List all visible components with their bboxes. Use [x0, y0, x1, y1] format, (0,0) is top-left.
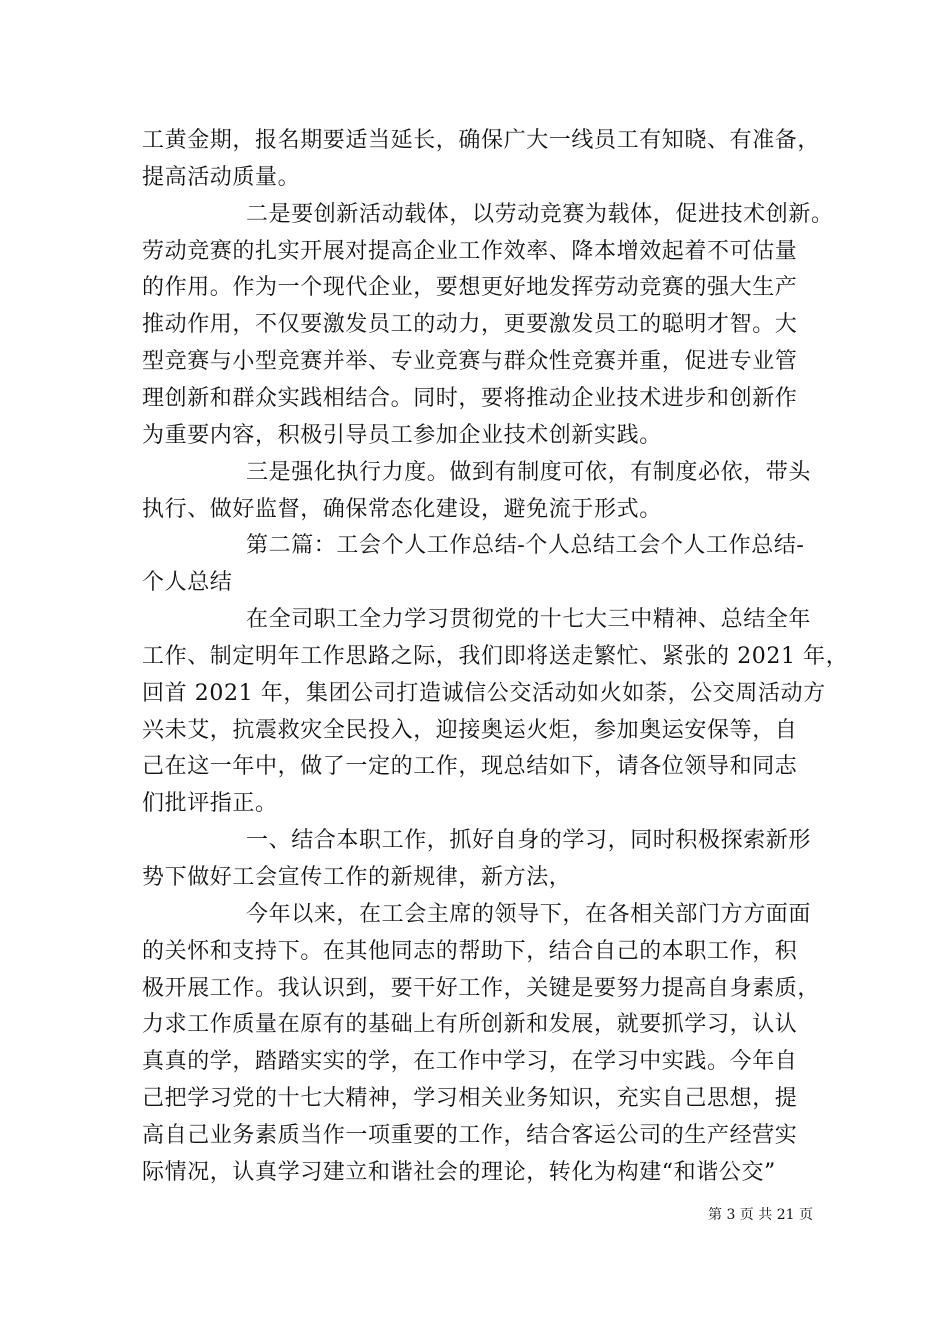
text-line: 高自己业务素质当作一项重要的工作，结合客运公司的生产经营实: [142, 1122, 798, 1148]
text-line: 兴未艾，抗震救灾全民投入，迎接奥运火炬，参加奥运安保等，自: [142, 717, 798, 743]
text-line: 为重要内容，积极引导员工参加企业技术创新实践。: [142, 422, 662, 448]
text-line: 第二篇：工会个人工作总结-个人总结工会个人工作总结-: [246, 533, 805, 559]
text-line: 理创新和群众实践相结合。同时，要将推动企业技术进步和创新作: [142, 385, 798, 411]
text-line: 工黄金期，报名期要适当延长，确保广大一线员工有知晓、有准备，: [142, 128, 821, 153]
text-line: 的作用。作为一个现代企业，要想更好地发挥劳动竞赛的强大生产: [142, 275, 798, 301]
text-line: 个人总结: [142, 570, 233, 596]
text-line: 己在这一年中，做了一定的工作，现总结如下，请各位领导和同志: [142, 754, 798, 780]
text-line: 力求工作质量在原有的基础上有所创新和发展，就要抓学习，认认: [142, 1012, 798, 1038]
text-line: 工作、制定明年工作思路之际，我们即将送走繁忙、紧张的 2021 年，: [142, 643, 849, 669]
text-line: 真真的学，踏踏实实的学，在工作中学习，在学习中实践。今年自: [142, 1049, 798, 1075]
text-line: 推动作用，不仅要激发员工的动力，更要激发员工的聪明才智。大: [142, 312, 798, 338]
text-line: 的关怀和支持下。在其他同志的帮助下，结合自己的本职工作，积: [142, 938, 798, 964]
text-line: 劳动竞赛的扎实开展对提高企业工作效率、降本增效起着不可估量: [142, 238, 798, 264]
text-line: 们批评指正。: [142, 791, 278, 817]
text-line: 二是要创新活动载体，以劳动竞赛为载体，促进技术创新。: [246, 201, 834, 227]
text-line: 三是强化执行力度。做到有制度可依，有制度必依，带头: [246, 459, 812, 485]
text-line: 型竞赛与小型竞赛并举、专业竞赛与群众性竞赛并重，促进专业管: [142, 349, 798, 375]
text-line: 提高活动质量。: [142, 164, 301, 190]
text-line: 极开展工作。我认识到，要干好工作，关键是要努力提高自身素质，: [142, 975, 821, 1001]
text-line: 际情况，认真学习建立和谐社会的理论，转化为构建“和谐公交”: [142, 1159, 776, 1185]
text-line: 今年以来，在工会主席的领导下，在各相关部门方方面面: [246, 901, 812, 927]
page-number-footer: 第 3 页 共 21 页: [708, 1207, 813, 1223]
text-line: 一、结合本职工作，抓好自身的学习，同时积极探索新形: [246, 828, 812, 854]
text-line: 执行、做好监督，确保常态化建设，避免流于形式。: [142, 496, 662, 522]
text-line: 己把学习党的十七大精神，学习相关业务知识，充实自己思想，提: [142, 1086, 798, 1112]
text-line: 回首 2021 年，集团公司打造诚信公交活动如火如荼，公交周活动方: [142, 680, 826, 706]
text-line: 势下做好工会宣传工作的新规律，新方法，: [142, 865, 572, 890]
text-line: 在全司职工全力学习贯彻党的十七大三中精神、总结全年: [246, 607, 812, 633]
